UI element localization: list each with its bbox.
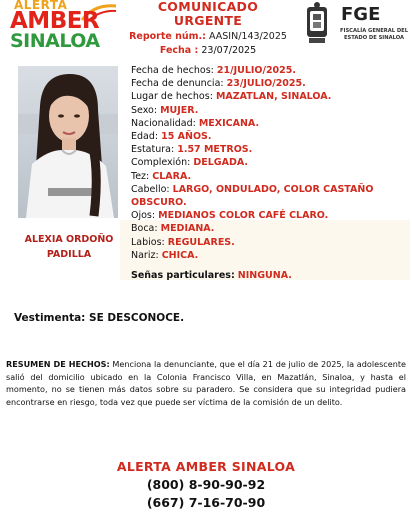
logo-alerta-text: ALERTA <box>14 0 68 12</box>
phone-number-1[interactable]: (800) 8-90-90-92 <box>146 477 266 492</box>
phone-number-2[interactable]: (667) 7-16-70-90 <box>146 495 266 510</box>
report-header <box>128 0 288 57</box>
victim-details <box>131 64 403 262</box>
report-date <box>128 44 288 57</box>
detail-row: Cabello: LARGO, ONDULADO, COLOR CASTAÑO OBSCURO. <box>131 183 374 209</box>
victim-name-line2: PADILLA <box>46 249 92 260</box>
detail-row: Fecha de denuncia: 23/JULIO/2025. <box>131 78 306 90</box>
victim-name-line1: ALEXIA ORDOÑO <box>24 234 114 245</box>
summary-label: RESUMEN DE HECHOS: <box>6 359 110 369</box>
detail-row: Nariz: CHICA. <box>131 249 199 261</box>
fge-text: FGE <box>341 4 381 25</box>
detail-row: Fecha de hechos: 21/JULIO/2025. <box>131 65 296 76</box>
state-seal-icon <box>305 1 329 45</box>
logo-sinaloa-text: SINALOA <box>10 30 100 52</box>
portrait-image <box>18 66 118 218</box>
victim-name <box>10 232 128 262</box>
clothing-info: Vestimenta: SE DESCONOCE. <box>14 312 185 324</box>
summary-text: Menciona la denunciante, que el día 21 de julio de 2025, la adolescente salió del domicilio ubicado en la Colonia Francisco Villa, en Mazatlán, Sinaloa, y hasta el momento, no se tienen más datos sobre su paradero. Se considera que su integridad pudiera encontrarse en riesgo, toda vez que puede ser víctima de la comisión de un delito. <box>6 359 406 407</box>
detail-row: Lugar de hechos: MAZATLAN, SINALOA. <box>131 91 332 103</box>
victim-photo <box>18 66 118 218</box>
fecha-label: Fecha : <box>159 45 199 56</box>
footer-title: ALERTA AMBER SINALOA <box>116 459 296 474</box>
contact-footer <box>0 458 412 512</box>
detail-row: Edad: 15 AÑOS. <box>131 131 212 143</box>
fge-logo <box>305 0 412 50</box>
page-title: COMUNICADO URGENTE <box>157 0 259 28</box>
report-value: AASIN/143/2025 <box>209 31 287 42</box>
distinguishing-marks <box>131 270 292 281</box>
fecha-value: 23/07/2025 <box>201 45 257 56</box>
logo-amber-text: AMBER <box>10 8 100 34</box>
detail-row: Ojos: MEDIANOS COLOR CAFÉ CLARO. <box>131 210 329 222</box>
fge-subtitle: FISCALÍA GENERAL DEL ESTADO DE SINALOA <box>339 28 409 41</box>
detail-row: Nacionalidad: MEXICANA. <box>131 117 260 129</box>
report-label: Reporte núm.: <box>129 31 206 42</box>
detail-row: Boca: MEDIANA. <box>131 223 215 235</box>
report-number <box>128 30 288 44</box>
summary-of-events <box>6 358 406 408</box>
senas-value: NINGUNA. <box>237 270 292 281</box>
senas-label: Señas particulares: <box>131 270 235 281</box>
alerta-amber-logo <box>8 0 118 52</box>
detail-row: Estatura: 1.57 METROS. <box>131 144 253 156</box>
detail-row: Sexo: MUJER. <box>131 104 199 116</box>
detail-row: Labios: REGULARES. <box>131 236 235 248</box>
detail-row: Complexión: DELGADA. <box>131 157 248 169</box>
detail-row: Tez: CLARA. <box>131 170 192 182</box>
